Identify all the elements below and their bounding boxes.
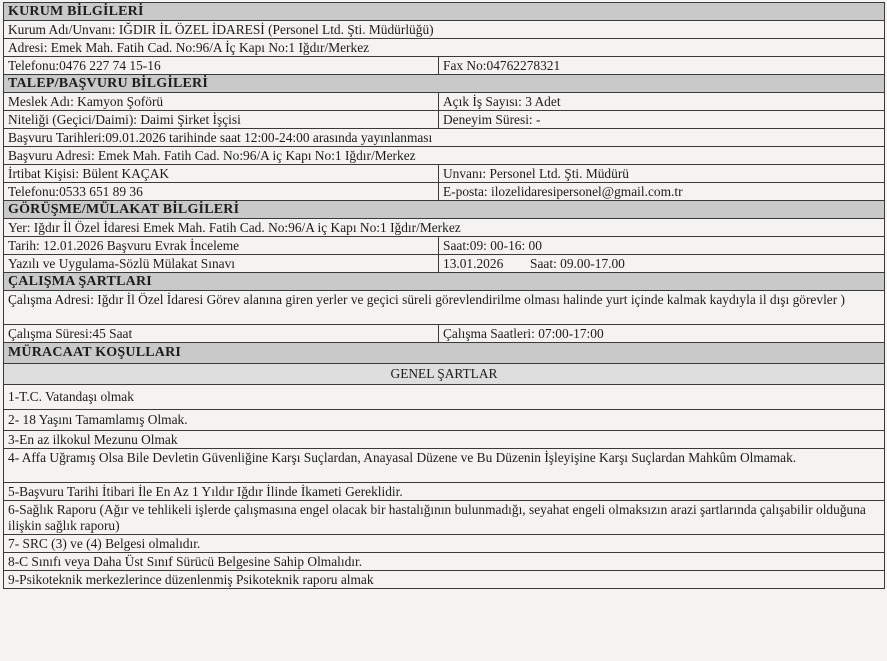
basvuru-tarihleri: Başvuru Tarihleri:09.01.2026 tarihinde saat 12:00-24:00 arasında yayınlanması xyxy=(4,129,885,147)
niteligi: Niteliği (Geçici/Daimi): Daimi Şirket İşçisi xyxy=(4,111,439,129)
meslek-adi: Meslek Adı: Kamyon Şoförü xyxy=(4,93,439,111)
muracaat-header: MÜRACAAT KOŞULLARI xyxy=(4,343,885,364)
genel-sartlar-header: GENEL ŞARTLAR xyxy=(4,364,885,385)
job-posting-table xyxy=(3,2,885,589)
gorusme-tarih: Tarih: 12.01.2026 Başvuru Evrak İnceleme xyxy=(4,237,439,255)
acik-is-sayisi: Açık İş Sayısı: 3 Adet xyxy=(439,93,885,111)
gorusme-header: GÖRÜŞME/MÜLAKAT BİLGİLERİ xyxy=(4,201,885,219)
talep-header: TALEP/BAŞVURU BİLGİLERİ xyxy=(4,75,885,93)
sinav-adi: Yazılı ve Uygulama-Sözlü Mülakat Sınavı xyxy=(4,255,439,273)
sart-item: 8-C Sınıfı veya Daha Üst Sınıf Sürücü Belgesine Sahip Olmalıdır. xyxy=(4,553,885,571)
sart-item: 1-T.C. Vatandaşı olmak xyxy=(4,385,885,410)
sart-item: 9-Psikoteknik merkezlerince düzenlenmiş Psikoteknik raporu almak xyxy=(4,571,885,589)
sart-item: 6-Sağlık Raporu (Ağır ve tehlikeli işlerde çalışmasına engel olacak bir hastalığının bulunmadığı, seyahat engeli olmaksızın arazi şartlarında çalışabilir olduğuna ilişkin sağlık raporu) xyxy=(4,501,885,535)
calisma-adresi: Çalışma Adresi: Iğdır İl Özel İdaresi Görev alanına giren yerler ve geçici süreli görevlendirilme olması halinde yurt içinde kalmak kaydıyla il dışı görevler ) xyxy=(4,291,885,325)
sinav-tarih-saat: 13.01.2026 Saat: 09.00-17.00 xyxy=(439,255,885,273)
deneyim-suresi: Deneyim Süresi: - xyxy=(439,111,885,129)
basvuru-adresi: Başvuru Adresi: Emek Mah. Fatih Cad. No:96/A iç Kapı No:1 Iğdır/Merkez xyxy=(4,147,885,165)
gorusme-yer: Yer: Iğdır İl Özel İdaresi Emek Mah. Fatih Cad. No:96/A iç Kapı No:1 Iğdır/Merkez xyxy=(4,219,885,237)
calisma-suresi: Çalışma Süresi:45 Saat xyxy=(4,325,439,343)
irtibat-telefonu: Telefonu:0533 651 89 36 xyxy=(4,183,439,201)
gorusme-saat: Saat:09: 00-16: 00 xyxy=(439,237,885,255)
sart-item: 3-En az ilkokul Mezunu Olmak xyxy=(4,431,885,449)
sart-item: 7- SRC (3) ve (4) Belgesi olmalıdır. xyxy=(4,535,885,553)
sart-item: 2- 18 Yaşını Tamamlamış Olmak. xyxy=(4,410,885,431)
kurum-telefon: Telefonu:0476 227 74 15-16 xyxy=(4,57,439,75)
irtibat-eposta: E-posta: ilozelidaresipersonel@gmail.com.tr xyxy=(439,183,885,201)
kurum-fax: Fax No:04762278321 xyxy=(439,57,885,75)
kurum-header: KURUM BİLGİLERİ xyxy=(4,3,885,21)
sart-item: 4- Affa Uğramış Olsa Bile Devletin Güvenliğine Karşı Suçlardan, Anayasal Düzene ve Bu Düzenin İşleyişine Karşı Suçlardan Mahkûm Olmamak. xyxy=(4,449,885,483)
calisma-header: ÇALIŞMA ŞARTLARI xyxy=(4,273,885,291)
kurum-adi: Kurum Adı/Unvanı: IĞDIR İL ÖZEL İDARESİ (Personel Ltd. Şti. Müdürlüğü) xyxy=(4,21,885,39)
irtibat-unvani: Unvanı: Personel Ltd. Şti. Müdürü xyxy=(439,165,885,183)
calisma-saatleri: Çalışma Saatleri: 07:00-17:00 xyxy=(439,325,885,343)
irtibat-kisisi: İrtibat Kişisi: Bülent KAÇAK xyxy=(4,165,439,183)
sart-item: 5-Başvuru Tarihi İtibari İle En Az 1 Yıldır Iğdır İlinde İkameti Gereklidir. xyxy=(4,483,885,501)
kurum-adres: Adresi: Emek Mah. Fatih Cad. No:96/A İç Kapı No:1 Iğdır/Merkez xyxy=(4,39,885,57)
